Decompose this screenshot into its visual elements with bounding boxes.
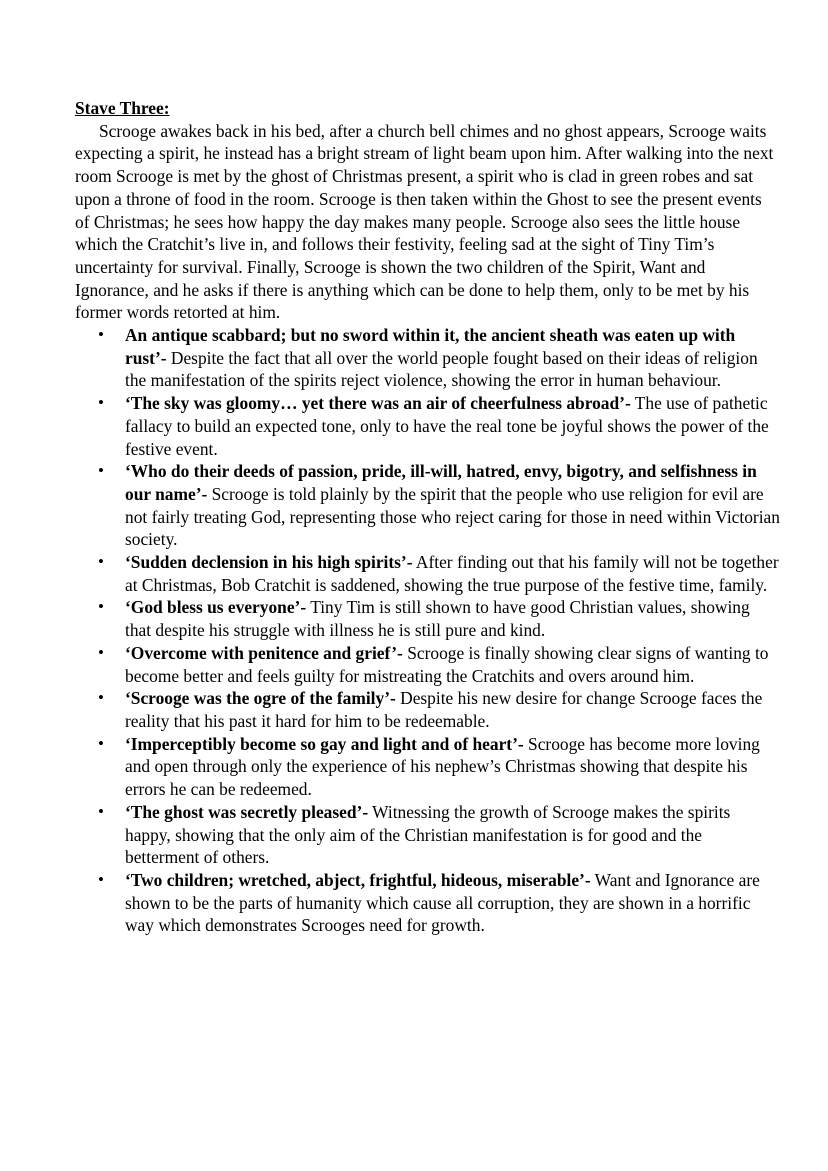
bullet-icon: • xyxy=(98,688,104,708)
bullet-icon: • xyxy=(98,325,104,345)
list-item xyxy=(75,551,780,596)
list-item xyxy=(75,733,780,801)
quote-text: ‘Sudden declension in his high spirits’- xyxy=(125,552,413,573)
bullet-icon: • xyxy=(98,552,104,572)
list-item xyxy=(75,801,780,869)
quote-text: ‘God bless us everyone’- xyxy=(125,597,307,618)
quote-text: ‘Scrooge was the ogre of the family’- xyxy=(125,688,396,709)
quote-text: ‘Overcome with penitence and grief’- xyxy=(125,642,403,663)
analysis-text: Want and Ignorance are shown to be the parts of humanity which cause all corruption, they are shown in a horrific way which demonstrates Scrooges need for growth. xyxy=(125,869,760,936)
list-item xyxy=(75,687,780,732)
analysis-text: Scrooge is told plainly by the spirit that the people who use religion for evil are not fairly treating God, representing those who reject caring for those in need within Victorian society. xyxy=(125,483,780,550)
analysis-text: Scrooge is finally showing clear signs of wanting to become better and feels guilty for mistreating the Cratchits and overs around him. xyxy=(125,642,769,686)
list-item xyxy=(75,460,780,551)
list-item xyxy=(75,642,780,687)
bullet-icon: • xyxy=(98,642,104,662)
list-item xyxy=(75,596,780,641)
analysis-text: Witnessing the growth of Scrooge makes the spirits happy, showing that the only aim of the Christian manifestation is for good and the betterment of others. xyxy=(125,801,731,868)
bullet-icon: • xyxy=(98,733,104,753)
section-heading: Stave Three: xyxy=(75,98,170,118)
analysis-text: Scrooge has become more loving and open through only the experience of his nephew’s Christmas showing that despite his errors he can be redeemed. xyxy=(125,733,760,800)
bullet-icon: • xyxy=(98,801,104,821)
quote-text: An antique scabbard; but no sword within it, the ancient sheath was eaten up with rust’- xyxy=(125,325,736,368)
bullet-icon: • xyxy=(98,597,104,617)
list-item xyxy=(75,392,780,460)
quote-list xyxy=(75,324,780,937)
quote-text: ‘Two children; wretched, abject, frightful, hideous, miserable’- xyxy=(125,869,591,890)
analysis-text: Despite the fact that all over the world people fought based on their ideas of religion the manifestation of the spirits reject violence, showing the error in human behaviour. xyxy=(125,347,758,391)
quote-text: ‘The ghost was secretly pleased’- xyxy=(125,801,369,822)
analysis-text: The use of pathetic fallacy to build an expected tone, only to have the real tone be joyful shows the power of the festive event. xyxy=(125,393,769,459)
document-page xyxy=(75,97,780,937)
quote-text: ‘Who do their deeds of passion, pride, ill-will, hatred, envy, bigotry, and selfishness in our name’- xyxy=(125,461,757,504)
bullet-icon: • xyxy=(98,393,104,413)
quote-text: ‘The sky was gloomy… yet there was an air of cheerfulness abroad’- xyxy=(125,393,631,414)
quote-text: ‘Imperceptibly become so gay and light and of heart’- xyxy=(125,733,524,754)
analysis-text: After finding out that his family will not be together at Christmas, Bob Cratchit is saddened, showing the true purpose of the festive time, family. xyxy=(125,552,779,595)
bullet-icon: • xyxy=(98,461,104,481)
list-item xyxy=(75,324,780,392)
list-item xyxy=(75,869,780,937)
analysis-text: Tiny Tim is still shown to have good Christian values, showing that despite his struggle with illness he is still pure and kind. xyxy=(125,597,750,641)
analysis-text: Despite his new desire for change Scrooge faces the reality that his past it hard for him to be redeemable. xyxy=(125,688,763,731)
bullet-icon: • xyxy=(98,869,104,889)
summary-paragraph: Scrooge awakes back in his bed, after a church bell chimes and no ghost appears, Scrooge waits expecting a spirit, he instead has a bright stream of light beam upon him. After walking into the next room Scrooge is met by the ghost of Christmas present, a spirit who is clad in green robes and sat upon a throne of food in the room. Scrooge is then taken within the Ghost to see the present events of Christmas; he sees how happy the day makes many people. Scrooge also sees the little house which the Cratchit’s live in, and follows their festivity, feeling sad at the sight of Tiny Tim’s uncertainty for survival. Finally, Scrooge is shown the two children of the Spirit, Want and Ignorance, and he asks if there is anything which can be done to help them, only to be met by his former words retorted at him. xyxy=(75,120,774,323)
